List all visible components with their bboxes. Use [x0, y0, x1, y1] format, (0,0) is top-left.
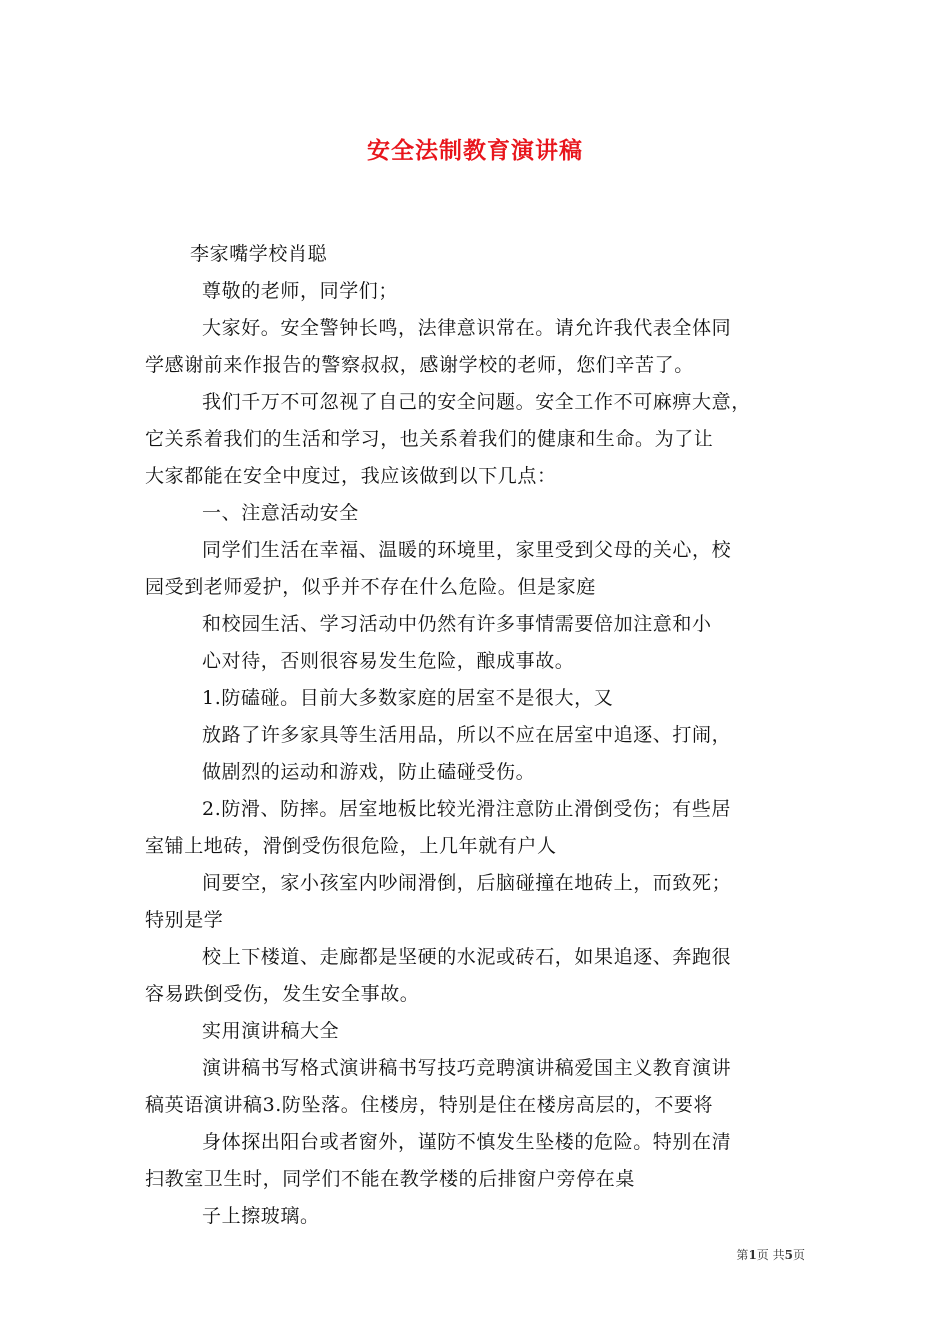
document-title: 安全法制教育演讲稿	[367, 137, 583, 164]
paragraph-line: 室铺上地砖，滑倒受伤很危险，上几年就有户人	[145, 835, 557, 857]
footer-prefix: 第	[736, 1248, 749, 1262]
footer-suffix: 页	[792, 1248, 805, 1262]
current-page-number: 1	[748, 1248, 757, 1262]
paragraph-line: 大家好。安全警钟长鸣，法律意识常在。请允许我代表全体同	[202, 317, 732, 339]
author-line: 李家嘴学校肖聪	[190, 243, 328, 265]
paragraph-line: 心对待，否则很容易发生危险，酿成事故。	[202, 650, 575, 672]
footer-middle: 页 共	[756, 1248, 785, 1262]
section-heading: 一、注意活动安全	[202, 502, 359, 524]
paragraph-line: 园受到老师爱护，似乎并不存在什么危险。但是家庭	[145, 576, 596, 598]
paragraph-line: 身体探出阳台或者窗外，谨防不慎发生坠楼的危险。特别在清	[202, 1131, 732, 1153]
paragraph-line: 同学们生活在幸福、温暖的环境里，家里受到父母的关心，校	[202, 539, 732, 561]
paragraph-line: 它关系着我们的生活和学习，也关系着我们的健康和生命。为了让	[145, 428, 714, 450]
paragraph-line: 容易跌倒受伤，发生安全事故。	[145, 983, 420, 1005]
section-heading: 实用演讲稿大全	[202, 1020, 340, 1042]
paragraph-line: 2.防滑、防摔。居室地板比较光滑注意防止滑倒受伤；有些居	[202, 798, 731, 820]
paragraph-line: 1.防磕碰。目前大多数家庭的居室不是很大，又	[202, 687, 614, 709]
paragraph-line: 间要空，家小孩室内吵闹滑倒，后脑碰撞在地砖上，而致死；	[202, 872, 732, 894]
paragraph-line: 子上擦玻璃。	[202, 1205, 320, 1227]
document-body	[145, 236, 815, 1235]
paragraph-line: 和校园生活、学习活动中仍然有许多事情需要倍加注意和小	[202, 613, 712, 635]
salutation-line: 尊敬的老师，同学们；	[202, 280, 399, 302]
paragraph-line: 校上下楼道、走廊都是坚硬的水泥或砖石，如果追逐、奔跑很	[202, 946, 732, 968]
total-pages-number: 5	[784, 1248, 793, 1262]
paragraph-line: 扫教室卫生时，同学们不能在教学楼的后排窗户旁停在桌	[145, 1168, 636, 1190]
paragraph-line: 特别是学	[145, 909, 224, 931]
paragraph-line: 大家都能在安全中度过，我应该做到以下几点：	[145, 465, 557, 487]
paragraph-line: 稿英语演讲稿3.防坠落。住楼房，特别是住在楼房高层的，不要将	[145, 1094, 714, 1116]
paragraph-line: 学感谢前来作报告的警察叔叔，感谢学校的老师，您们辛苦了。	[145, 354, 694, 376]
page-number-footer	[736, 1246, 805, 1263]
paragraph-line: 做剧烈的运动和游戏，防止磕碰受伤。	[202, 761, 536, 783]
paragraph-line: 演讲稿书写格式演讲稿书写技巧竞聘演讲稿爱国主义教育演讲	[202, 1057, 732, 1079]
paragraph-line: 放路了许多家具等生活用品，所以不应在居室中追逐、打闹，	[202, 724, 732, 746]
paragraph-line: 我们千万不可忽视了自己的安全问题。安全工作不可麻痹大意，	[202, 391, 751, 413]
